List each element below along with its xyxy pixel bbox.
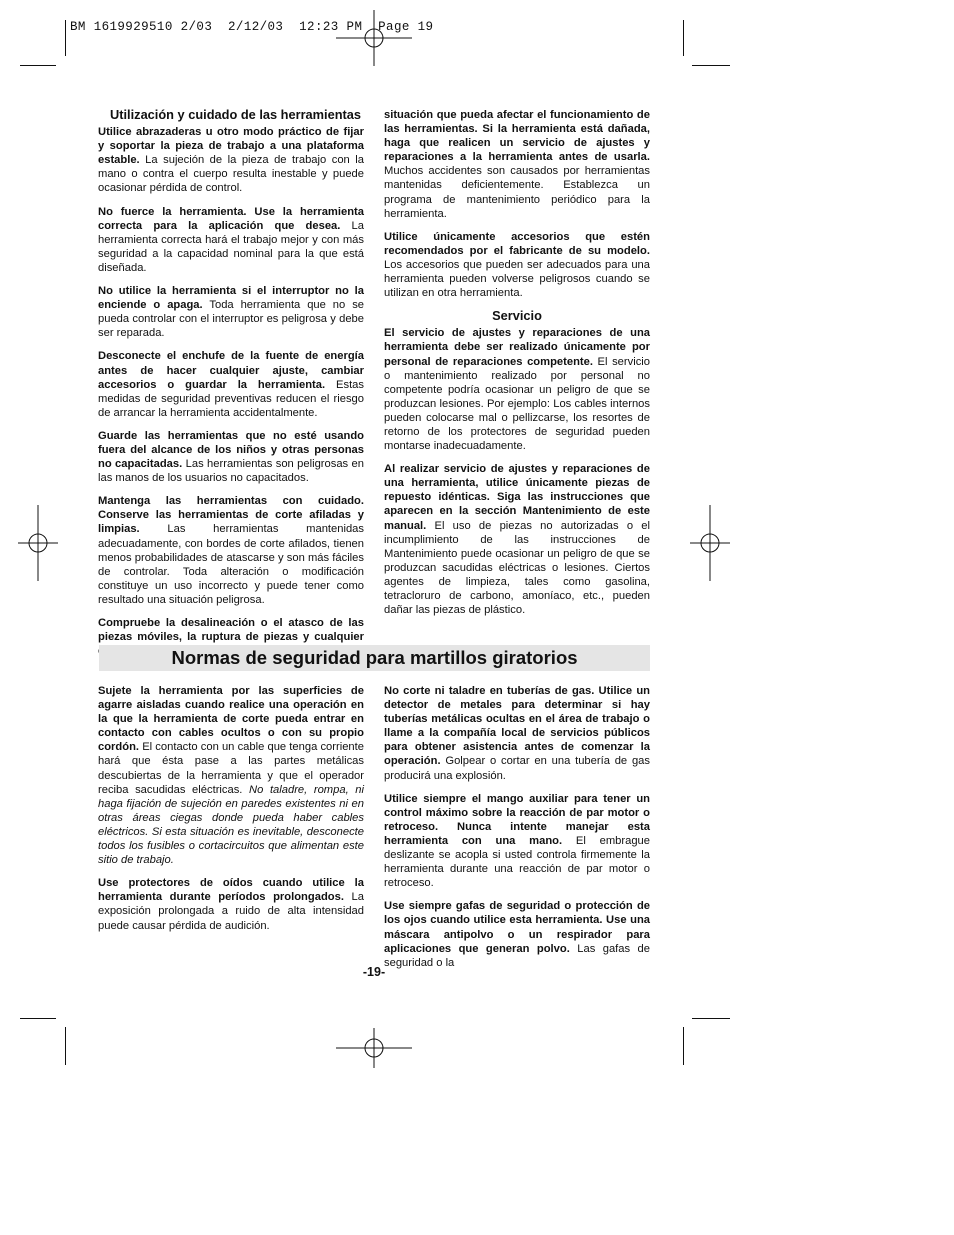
paragraph: El servicio de ajustes y reparaciones de una herramienta debe ser realizado únicamente por personal de reparaciones competente. El servicio o mantenimiento realizado por personal no competente podría ocasionar un peligro de que se produzcan lesiones. Por ejemplo: Los cables internos pueden colocarse mal o pellizcarse, los resortes de retorno de los protectores de seguridad pueden montarse inadecuadamente. (384, 327, 650, 453)
paragraph: No corte ni taladre en tuberías de gas. Utilice un detector de metales para determinar si hay tuberías metálicas ocultas en el área de trabajo o llame a la compañía local de servicios públicos para obtener asistencia antes de comenzar la operación. Golpear o cortar en una tubería de gas producirá una explosión. (384, 685, 650, 782)
paragraph: Utilice abrazaderas u otro modo práctico de fijar y soportar la pieza de trabajo a una plataforma estable. La sujeción de la pieza de trabajo con la mano o contra el cuerpo resulta inestable y puede ocasionar pérdida de control. (98, 126, 364, 195)
page-number: -19- (362, 965, 386, 979)
paragraph: Use siempre gafas de seguridad o protección de los ojos cuando utilice esta herramienta. Use una máscara antipolvo o un respirador para aplicaciones que generan polvo. Las gafas de seguridad o la (384, 900, 650, 969)
registration-mark-icon (690, 505, 730, 581)
crop-mark (65, 20, 66, 56)
paragraph: Sujete la herramienta por las superficies de agarre aisladas cuando realice una operación en la que la herramienta de corte pueda entrar en contacto con cables ocultos o con su propio cordón. El contacto con un cable que tenga corriente hará que ésta pase a las partes metálicas descubiertas de la herramienta y que el operador reciba sacudidas eléctricas. No taladre, rompa, ni haga fijación de sujeción en paredes existentes ni en otras áreas ciegas donde pueda haber cables eléctricos. Si esta situación es inevitable, desconecte todos los fusibles o cortacircuitos que alimentan este sitio de trabajo. (98, 685, 364, 867)
paragraph: Compruebe la desalineación o el atasco de las piezas móviles, la ruptura de piezas y cualquier (98, 617, 364, 644)
top-left-column (98, 108, 364, 667)
print-header: BM 1619929510 2/03 2/12/03 12:23 PM Page 19 (70, 20, 434, 34)
paragraph: Guarde las herramientas que no esté usando fuera del alcance de los niños y otras personas no capacitadas. Las herramientas son peligrosas en las manos de los usuarios no capacitados. (98, 429, 364, 485)
crop-mark (692, 1018, 730, 1019)
paragraph: Mantenga las herramientas con cuidado. Conserve las herramientas de corte afiladas y limpias. Las herramientas mantenidas adecuadamente, con bordes de corte afilados, tienen menos probabilidades de atascarse y son más fáciles de controlar. Toda alteración o modificación constituye un uso incorrecto y puede tener como resultado una situación peligrosa. (98, 495, 364, 606)
paragraph: Desconecte el enchufe de la fuente de energía antes de hacer cualquier ajuste, cambiar accesorios o guardar la herramienta. Estas medidas de seguridad preventivas reducen el riesgo de arrancar la herramienta accidentalmente. (98, 350, 364, 419)
section-heading: Utilización y cuidado de las herramientas (110, 107, 362, 122)
registration-mark-icon (336, 1028, 412, 1068)
paragraph: Utilice siempre el mango auxiliar para tener un control máximo sobre la reacción de par motor o retroceso. Nunca intente manejar esta herramienta con una mano. El embrague deslizante se acopla si usted controla firmemente la herramienta durante una reacción de par motor o retroceso. (384, 792, 650, 890)
paragraph: Utilice únicamente accesorios que estén recomendados por el fabricante de su modelo. Los accesorios que pueden ser adecuados para una herramienta pueden volverse peligrosos cuando se utilizan en otra herramienta. (384, 230, 650, 300)
paragraph: No fuerce la herramienta. Use la herramienta correcta para la aplicación que desea. La herramienta correcta hará el trabajo mejor y con más seguridad a la capacidad nominal para la que está diseñada. (98, 205, 365, 274)
top-right-column (384, 108, 650, 626)
registration-mark-icon (18, 505, 58, 581)
bottom-right-column (384, 684, 650, 979)
paragraph: Use protectores de oídos cuando utilice la herramienta durante períodos prolongados. La exposición prolongada a ruido de alta intensidad puede causar pérdida de audición. (98, 877, 364, 932)
paragraph: No utilice la herramienta si el interruptor no la enciende o apaga. Toda herramienta que no se pueda controlar con el interruptor es peligrosa y debe ser reparada. (98, 285, 365, 340)
paragraph: Al realizar servicio de ajustes y reparaciones de una herramienta, utilice únicamente piezas de repuesto idénticas. Siga las instrucciones que aparecen en la sección Mantenimiento de este manual. El uso de piezas no autorizadas o el incumplimiento de las instrucciones de Mantenimiento puede ocasionar un peligro de que se produzcan sacudidas eléctricas o lesiones. Ciertos agentes de limpieza, tales como gasolina, tetracloruro de carbono, amoníaco, etc., pueden dañar las piezas de plástico. (384, 463, 650, 617)
section-banner-title: Normas de seguridad para martillos giratorios (99, 645, 650, 671)
crop-mark (683, 1027, 684, 1065)
bottom-left-column (98, 684, 364, 942)
crop-mark (20, 1018, 56, 1019)
crop-mark (683, 20, 684, 56)
crop-mark (20, 65, 56, 66)
crop-mark (65, 1027, 66, 1065)
crop-mark (692, 65, 730, 66)
registration-mark-icon (336, 10, 412, 66)
section-heading: Servicio (492, 308, 542, 324)
paragraph: situación que pueda afectar el funcionamiento de las herramientas. Si la herramienta está dañada, haga que realicen un servicio de ajustes y reparaciones a la herramienta antes de usarla. Muchos accidentes son causados por herramientas mantenidas deficientemente. Establezca un programa de mantenimiento periódico para la herramienta. (384, 109, 650, 220)
